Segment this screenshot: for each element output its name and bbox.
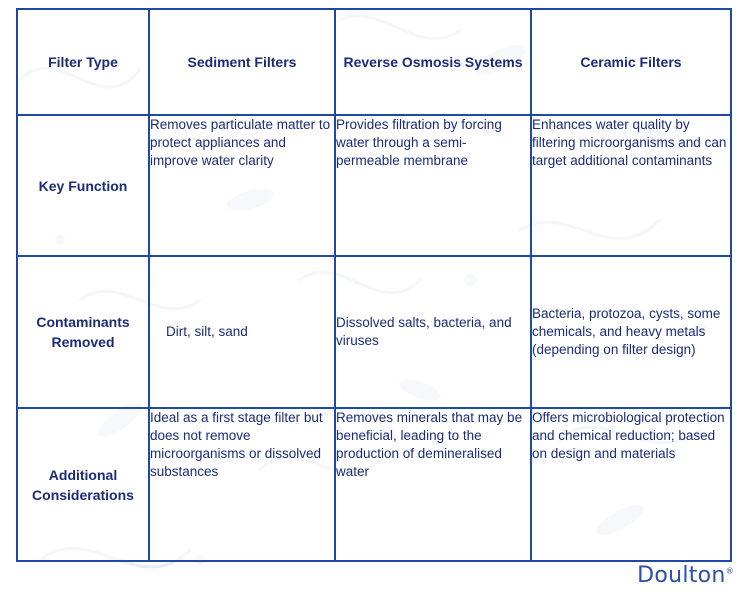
table-cell: Provides filtration by forcing water through a semi-permeable membrane bbox=[335, 115, 531, 256]
row-label-additional-considerations: Additional Considerations bbox=[17, 408, 149, 561]
table-row bbox=[17, 115, 731, 256]
table-cell: Dissolved salts, bacteria, and viruses bbox=[335, 256, 531, 408]
table-cell: Dirt, silt, sand bbox=[149, 256, 335, 408]
table-cell: Enhances water quality by filtering microorganisms and can target additional contaminants bbox=[531, 115, 731, 256]
row-label-contaminants-removed: Contaminants Removed bbox=[17, 256, 149, 408]
table-cell: Ideal as a first stage filter but does not remove microorganisms or dissolved substances bbox=[149, 408, 335, 561]
table-row bbox=[17, 256, 731, 408]
table-cell: Bacteria, protozoa, cysts, some chemicals, and heavy metals (depending on filter design) bbox=[531, 256, 731, 408]
header-filter-type: Filter Type bbox=[17, 9, 149, 115]
table-row bbox=[17, 408, 731, 561]
filter-comparison-table bbox=[16, 8, 732, 562]
table-cell: Removes minerals that may be beneficial, leading to the production of demineralised water bbox=[335, 408, 531, 561]
table-cell: Offers microbiological protection and chemical reduction; based on design and materials bbox=[531, 408, 731, 561]
header-ceramic-filters: Ceramic Filters bbox=[531, 9, 731, 115]
table-cell: Removes particulate matter to protect appliances and improve water clarity bbox=[149, 115, 335, 256]
registered-mark: ® bbox=[725, 566, 734, 576]
table-header-row bbox=[17, 9, 731, 115]
doulton-logo bbox=[637, 563, 734, 588]
row-label-key-function: Key Function bbox=[17, 115, 149, 256]
header-reverse-osmosis: Reverse Osmosis Systems bbox=[335, 9, 531, 115]
header-sediment-filters: Sediment Filters bbox=[149, 9, 335, 115]
brand-name: Doulton bbox=[637, 563, 726, 588]
